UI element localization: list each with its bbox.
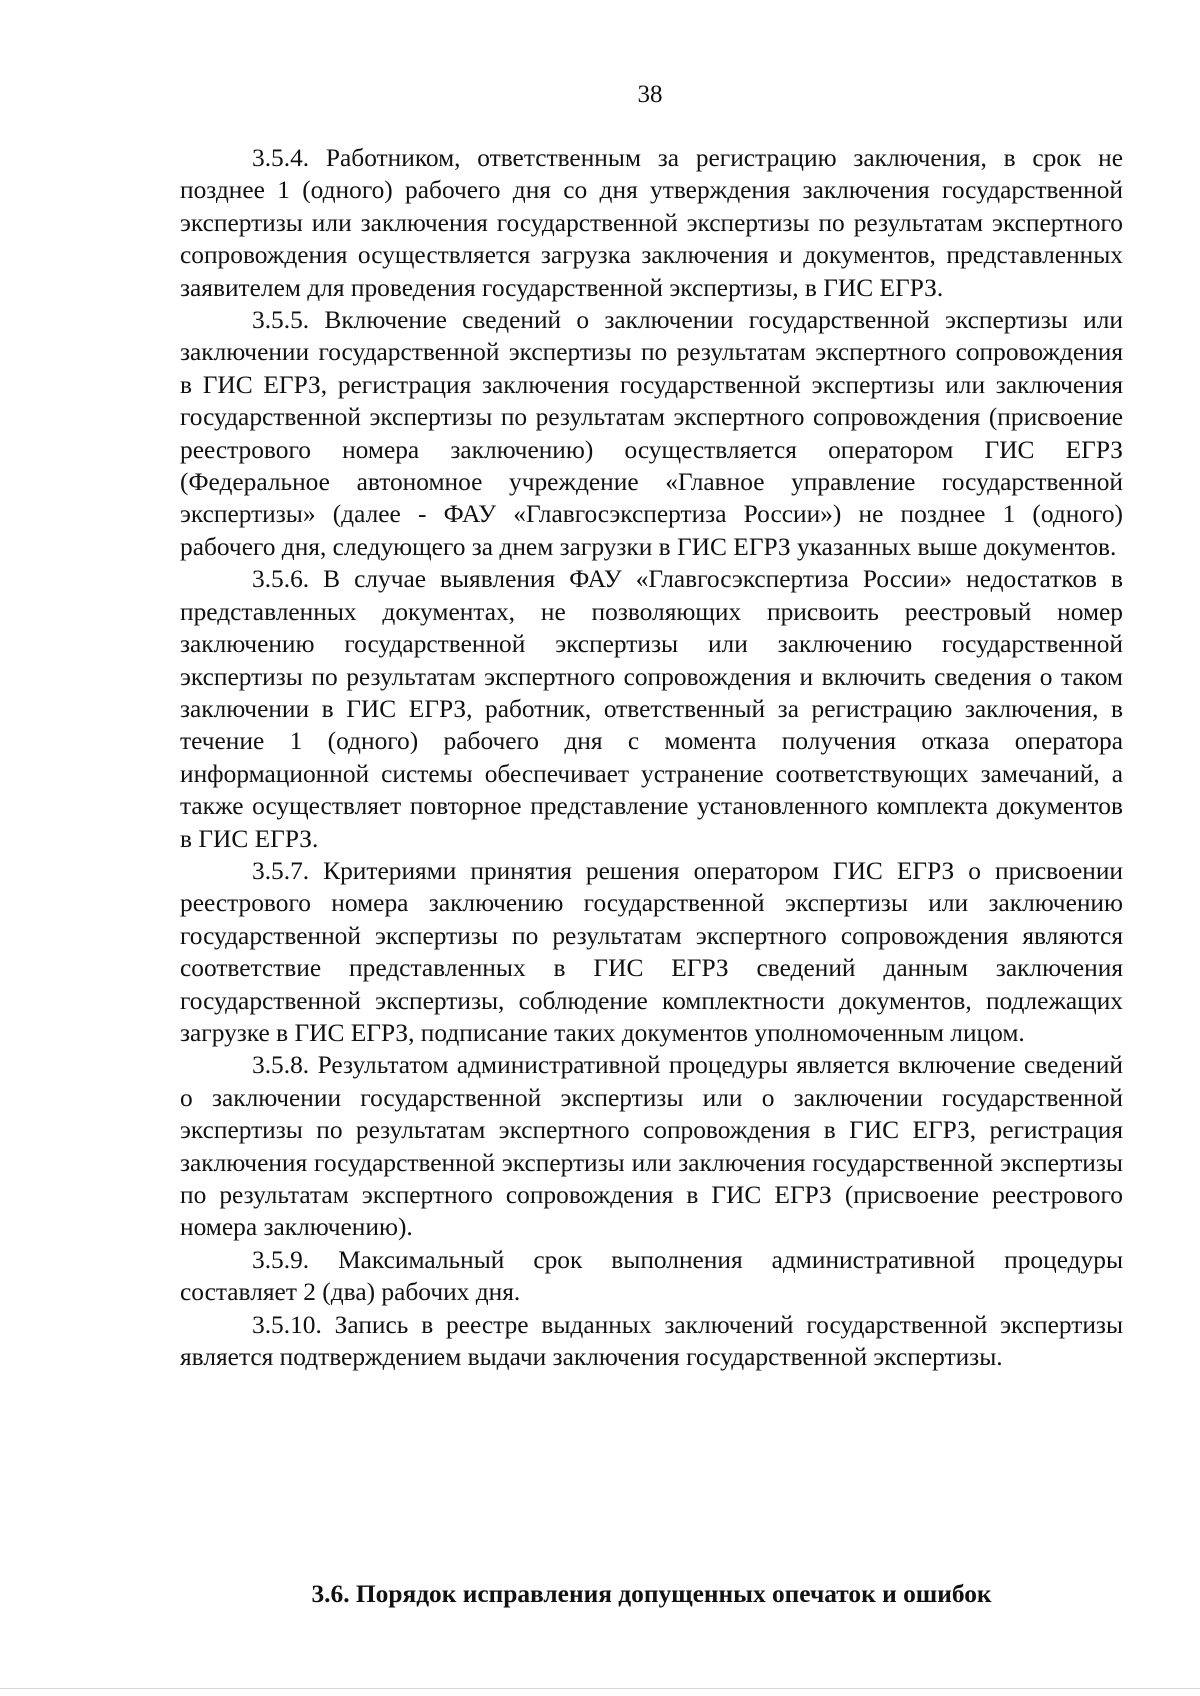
page-number: 38 xyxy=(637,81,663,108)
paragraph-3-5-4: 3.5.4. Работником, ответственным за регистрацию заключения, в срок не позднее 1 (одного) рабочего дня со дня утверждения заключения государственной экспертизы или заключения государственной экспертизы по результатам экспертного сопровождения осуществляется загрузка заключения и документов, представленных заявителем для проведения государственной экспертизы, в ГИС ЕГРЗ. xyxy=(180,144,1123,302)
paragraph-3-5-10: 3.5.10. Запись в реестре выданных заключений государственной экспертизы является подтверждением выдачи заключения государственной экспертизы. xyxy=(180,1310,1123,1372)
paragraph-3-5-5: 3.5.5. Включение сведений о заключении государственной экспертизы или заключении государственной экспертизы по результатам экспертного сопровождения в ГИС ЕГРЗ, регистрация заключения государственной экспертизы или заключения государственной экспертизы по результатам экспертного сопровождения (присвоение реестрового номера заключению) осуществляется оператором ГИС ЕГРЗ (Федеральное автономное учреждение «Главное управление государственной экспертизы» (далее - ФАУ «Главгосэкспертиза России») не позднее 1 (одного) рабочего дня, следующего за днем загрузки в ГИС ЕГРЗ указанных выше документов. xyxy=(180,306,1123,561)
scan-edge-line xyxy=(0,1688,1200,1689)
section-heading: 3.6. Порядок исправления допущенных опечаток и ошибок xyxy=(311,1580,992,1608)
paragraph-3-5-7: 3.5.7. Критериями принятия решения оператором ГИС ЕГРЗ о присвоении реестрового номера заключению государственной экспертизы или заключению государственной экспертизы по результатам экспертного сопровождения являются соответствие представленных в ГИС ЕГРЗ сведений данным заключения государственной экспертизы, соблюдение комплектности документов, подлежащих загрузке в ГИС ЕГРЗ, подписание таких документов уполномоченным лицом. xyxy=(180,856,1123,1047)
paragraph-3-5-6: 3.5.6. В случае выявления ФАУ «Главгосэкспертиза России» недостатков в представленных документах, не позволяющих присвоить реестровый номер заключению государственной экспертизы или заключению государственной экспертизы по результатам экспертного сопровождения и включить сведения о таком заключении в ГИС ЕГРЗ, работник, ответственный за регистрацию заключения, в течение 1 (одного) рабочего дня с момента получения отказа оператора информационной системы обеспечивает устранение соответствующих замечаний, а также осуществляет повторное представление установленного комплекта документов в ГИС ЕГРЗ. xyxy=(180,565,1123,853)
paragraph-3-5-8: 3.5.8. Результатом административной процедуры является включение сведений о заключении государственной экспертизы или о заключении государственной экспертизы по результатам экспертного сопровождения в ГИС ЕГРЗ, регистрация заключения государственной экспертизы или заключения государственной экспертизы по результатам экспертного сопровождения в ГИС ЕГРЗ (присвоение реестрового номера заключению). xyxy=(180,1051,1123,1242)
document-body xyxy=(180,142,1123,1373)
paragraph-3-5-9: 3.5.9. Максимальный срок выполнения административной процедуры составляет 2 (два) рабочих дня. xyxy=(180,1245,1123,1307)
